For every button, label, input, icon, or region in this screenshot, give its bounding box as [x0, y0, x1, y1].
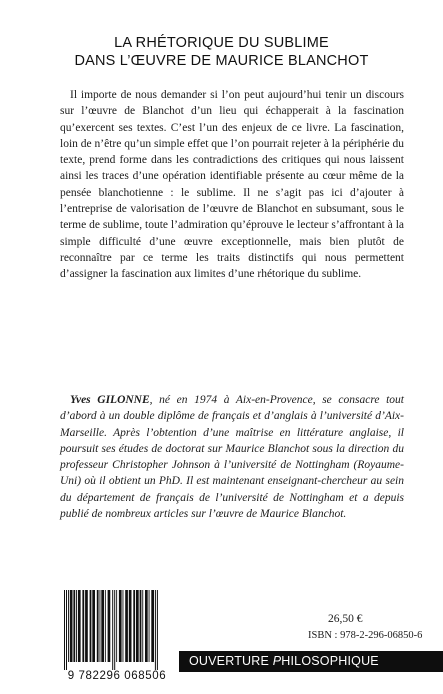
barcode-bar: [101, 590, 104, 662]
barcode-bar: [155, 590, 156, 670]
barcode-bar: [129, 590, 132, 662]
barcode-bar: [76, 590, 77, 662]
title-line-2: DANS L’ŒUVRE DE MAURICE BLANCHOT: [74, 53, 369, 69]
barcode-digits: 9 782296 068506: [67, 670, 167, 682]
barcode-bar: [85, 590, 88, 662]
barcode-bar: [92, 590, 95, 662]
barcode-bar: [133, 590, 135, 662]
barcode-bar: [64, 590, 65, 670]
collection-name-part3: HILOSOPHIQUE: [281, 654, 379, 668]
barcode-bar: [73, 590, 75, 662]
collection-name-part1: OUVERTURE: [189, 654, 273, 668]
author-name: Yves GILONNE: [70, 394, 150, 406]
barcode-bar: [90, 590, 92, 662]
summary-paragraph: Il importe de nous demander si l’on peut aujourd’hui tenir un discours sur l’œuvre de Blanchot d’un lieu qui échapperait à la fascination qu’exercent ses textes. C’est l’un des enjeux de ce livre. La fascination, loin de n’être qu’un simple effet que l’on pourrait rejeter à la périphérie du texte, prend forme dans les contradictions des critiques qui nous laissent ainsi les traces d’une opération identifiable présente au cœur même de la pensée blanchotienne : le sublime. Il ne s’agit pas ici d’ajouter à l’entreprise de valorisation de l’œuvre de Blanchot en subsumant, sous le terme de sublime, toute l’admiration qu’éprouve le lecteur s’affrontant à la simple difficulté d’une œuvre exceptionnelle, mais bien plutôt de reconnaître par ce terme les traits distinctifs qui nous permettent d’assigner la fascination aux limites d’une rhétorique du sublime.: [60, 89, 404, 281]
book-title: [0, 34, 443, 70]
barcode-bar: [108, 590, 111, 662]
barcode-bar: [114, 590, 115, 670]
barcode-bar: [97, 590, 99, 662]
barcode-bar: [70, 590, 73, 662]
collection-name-part2: P: [272, 654, 282, 668]
isbn: ISBN : 978-2-296-06850-6: [308, 630, 423, 641]
barcode: [56, 588, 178, 683]
barcode-bar: [78, 590, 81, 662]
barcode-bar: [151, 590, 154, 662]
price: 26,50 €: [328, 613, 363, 625]
barcode-bar: [157, 590, 158, 670]
barcode-bar: [145, 590, 148, 662]
author-bio-text: , né en 1974 à Aix-en-Provence, se consacre tout d’abord à un double diplôme de français et d’anglais à l’université d’Aix-Marseille. Après l’obtention d’une maîtrise en littérature anglaise, il poursuit ses études de doctorat sur Maurice Blanchot sous la direction du professeur Christopher Johnson à l’université de Nottingham (Royaume-Uni) où il obtient un PhD. Il est maintenant enseignant-chercheur au sein du département de français de l’université de Nottingham et a depuis publié de nombreux articles sur l’œuvre de Maurice Blanchot.: [60, 394, 405, 521]
barcode-bar: [123, 590, 124, 662]
barcode-bar: [68, 590, 69, 662]
barcode-bar: [100, 590, 101, 662]
author-bio: [60, 392, 404, 522]
barcode-bar: [112, 590, 113, 670]
barcode-bar: [149, 590, 150, 662]
barcode-bar: [125, 590, 128, 662]
barcode-bar: [142, 590, 143, 662]
barcode-bar: [66, 590, 67, 670]
barcode-bar: [140, 590, 142, 662]
barcode-bar: [105, 590, 106, 662]
barcode-bars: [64, 590, 158, 670]
barcode-bar: [82, 590, 84, 662]
barcode-bar: [119, 590, 122, 662]
barcode-bar: [116, 590, 117, 662]
barcode-bar: [136, 590, 139, 662]
collection-band: [179, 651, 443, 672]
title-line-1: LA RHÉTORIQUE DU SUBLIME: [114, 35, 329, 51]
